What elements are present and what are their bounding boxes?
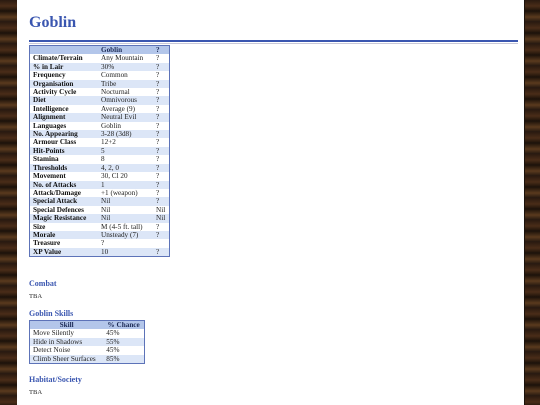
habitat-heading: Habitat/Society bbox=[29, 375, 82, 384]
stats-row-cell: ? bbox=[98, 239, 153, 247]
stats-row bbox=[30, 113, 170, 121]
stats-row bbox=[30, 155, 170, 163]
stats-row-cell: ? bbox=[153, 105, 170, 113]
stats-row-cell: ? bbox=[153, 80, 170, 88]
stats-row-cell: Organisation bbox=[30, 80, 99, 88]
stats-row-cell: ? bbox=[153, 88, 170, 96]
skills-row-cell: 45% bbox=[103, 346, 144, 354]
stats-row bbox=[30, 248, 170, 257]
stats-row-cell: ? bbox=[153, 181, 170, 189]
stats-row-cell: ? bbox=[153, 197, 170, 205]
stats-row-cell: Omnivorous bbox=[98, 96, 153, 104]
stats-row bbox=[30, 147, 170, 155]
stats-row bbox=[30, 172, 170, 180]
stats-row-cell: ? bbox=[153, 189, 170, 197]
stats-row-cell: Attack/Damage bbox=[30, 189, 99, 197]
combat-heading: Combat bbox=[29, 279, 57, 288]
stats-row-cell: M (4-5 ft. tall) bbox=[98, 223, 153, 231]
stats-row-cell: ? bbox=[153, 231, 170, 239]
stats-row-cell: ? bbox=[153, 130, 170, 138]
stats-table bbox=[29, 45, 170, 257]
stats-row bbox=[30, 164, 170, 172]
skills-row bbox=[30, 329, 145, 337]
stats-row bbox=[30, 63, 170, 71]
stats-row-cell: Nil bbox=[98, 206, 153, 214]
skills-row bbox=[30, 355, 145, 364]
stats-row bbox=[30, 197, 170, 205]
stats-row-cell: ? bbox=[153, 96, 170, 104]
stats-row-cell: Diet bbox=[30, 96, 99, 104]
stats-row bbox=[30, 223, 170, 231]
stats-row bbox=[30, 105, 170, 113]
stats-row-cell: +1 (weapon) bbox=[98, 189, 153, 197]
stats-row-cell: Neutral Evil bbox=[98, 113, 153, 121]
stats-row-cell: 8 bbox=[98, 155, 153, 163]
stats-row bbox=[30, 96, 170, 104]
stats-row-cell: Thresholds bbox=[30, 164, 99, 172]
background-left bbox=[0, 0, 17, 405]
stats-row bbox=[30, 189, 170, 197]
stats-row-cell: Nil bbox=[98, 197, 153, 205]
stats-row-cell: No. Appearing bbox=[30, 130, 99, 138]
stats-row-cell: ? bbox=[153, 63, 170, 71]
stats-row bbox=[30, 71, 170, 79]
stats-row-cell: Magic Resistance bbox=[30, 214, 99, 222]
stats-row bbox=[30, 122, 170, 130]
stats-row-cell: Frequency bbox=[30, 71, 99, 79]
stats-row bbox=[30, 214, 170, 222]
stats-row-cell: Tribe bbox=[98, 80, 153, 88]
combat-text: TBA bbox=[29, 293, 43, 300]
stats-row-cell: Languages bbox=[30, 122, 99, 130]
stats-row-cell: Morale bbox=[30, 231, 99, 239]
title-divider bbox=[29, 40, 518, 44]
stats-row-cell: Activity Cycle bbox=[30, 88, 99, 96]
stats-row bbox=[30, 231, 170, 239]
stats-row-cell: Nil bbox=[98, 214, 153, 222]
stats-row-cell: Intelligence bbox=[30, 105, 99, 113]
skills-table bbox=[29, 320, 145, 364]
stats-row-cell: 12+2 bbox=[98, 138, 153, 146]
stats-row bbox=[30, 181, 170, 189]
stats-row bbox=[30, 239, 170, 247]
stats-row-cell: ? bbox=[153, 113, 170, 121]
stats-row-cell: ? bbox=[153, 223, 170, 231]
stats-row-cell: Nil bbox=[153, 206, 170, 214]
stats-row-cell: ? bbox=[153, 71, 170, 79]
stats-row bbox=[30, 54, 170, 62]
stats-header-row bbox=[30, 46, 170, 55]
stats-row-cell: Alignment bbox=[30, 113, 99, 121]
habitat-text: TBA bbox=[29, 389, 43, 396]
stats-row-cell: ? bbox=[153, 147, 170, 155]
skills-row bbox=[30, 338, 145, 346]
stats-row bbox=[30, 80, 170, 88]
stats-row-cell: 3-28 (3d8) bbox=[98, 130, 153, 138]
stats-row-cell: ? bbox=[153, 172, 170, 180]
stats-row-cell: ? bbox=[153, 138, 170, 146]
stats-row-cell: Special Defences bbox=[30, 206, 99, 214]
stats-row-cell: Unsteady (7) bbox=[98, 231, 153, 239]
skills-row bbox=[30, 346, 145, 354]
stats-row-cell: ? bbox=[153, 164, 170, 172]
stats-row bbox=[30, 130, 170, 138]
stats-row-cell: Treasure bbox=[30, 239, 99, 247]
stats-row-cell: Average (9) bbox=[98, 105, 153, 113]
stats-row-cell: 1 bbox=[98, 181, 153, 189]
stats-row-cell: ? bbox=[153, 54, 170, 62]
stats-row-cell: Armour Class bbox=[30, 138, 99, 146]
stats-row-cell: Goblin bbox=[98, 122, 153, 130]
stats-row-cell: ? bbox=[153, 155, 170, 163]
stats-row-cell bbox=[153, 239, 170, 247]
stats-row-cell: Common bbox=[98, 71, 153, 79]
stats-row-cell: 30% bbox=[98, 63, 153, 71]
stats-row-cell: Movement bbox=[30, 172, 99, 180]
skills-row-cell: 45% bbox=[103, 329, 144, 337]
stats-row-cell: ? bbox=[153, 248, 170, 257]
skills-row-cell: Climb Sheer Surfaces bbox=[30, 355, 104, 364]
stats-header-cell: ? bbox=[153, 46, 170, 55]
skills-row-cell: 55% bbox=[103, 338, 144, 346]
stats-row-cell: 30, Cl 20 bbox=[98, 172, 153, 180]
stats-body bbox=[30, 54, 170, 256]
skills-row-cell: Move Silently bbox=[30, 329, 104, 337]
stats-row bbox=[30, 206, 170, 214]
stats-row-cell: Any Mountain bbox=[98, 54, 153, 62]
stats-row-cell: XP Value bbox=[30, 248, 99, 257]
stats-row-cell: 4, 2, 0 bbox=[98, 164, 153, 172]
stats-row-cell: 10 bbox=[98, 248, 153, 257]
stats-row-cell: Size bbox=[30, 223, 99, 231]
page-title: Goblin bbox=[29, 14, 77, 31]
stats-row-cell: ? bbox=[153, 122, 170, 130]
skills-header-row bbox=[30, 321, 145, 330]
stats-row-cell: Special Attack bbox=[30, 197, 99, 205]
stats-header-cell: Goblin bbox=[98, 46, 153, 55]
stats-row-cell: % in Lair bbox=[30, 63, 99, 71]
stats-row-cell: Stamina bbox=[30, 155, 99, 163]
stats-row-cell: Climate/Terrain bbox=[30, 54, 99, 62]
skills-row-cell: Hide in Shadows bbox=[30, 338, 104, 346]
stats-row bbox=[30, 88, 170, 96]
skills-body bbox=[30, 329, 145, 363]
stats-row-cell: Nil bbox=[153, 214, 170, 222]
skills-header-cell: % Chance bbox=[103, 321, 144, 330]
stats-row-cell: No. of Attacks bbox=[30, 181, 99, 189]
skills-header-cell: Skill bbox=[30, 321, 104, 330]
stats-header-cell bbox=[30, 46, 99, 55]
stats-row bbox=[30, 138, 170, 146]
stats-row-cell: Hit-Points bbox=[30, 147, 99, 155]
skills-row-cell: 85% bbox=[103, 355, 144, 364]
skills-row-cell: Detect Noise bbox=[30, 346, 104, 354]
article-page bbox=[17, 0, 524, 405]
skills-heading: Goblin Skills bbox=[29, 309, 74, 318]
background-right bbox=[525, 0, 540, 405]
stats-row-cell: 5 bbox=[98, 147, 153, 155]
stats-row-cell: Nocturnal bbox=[98, 88, 153, 96]
